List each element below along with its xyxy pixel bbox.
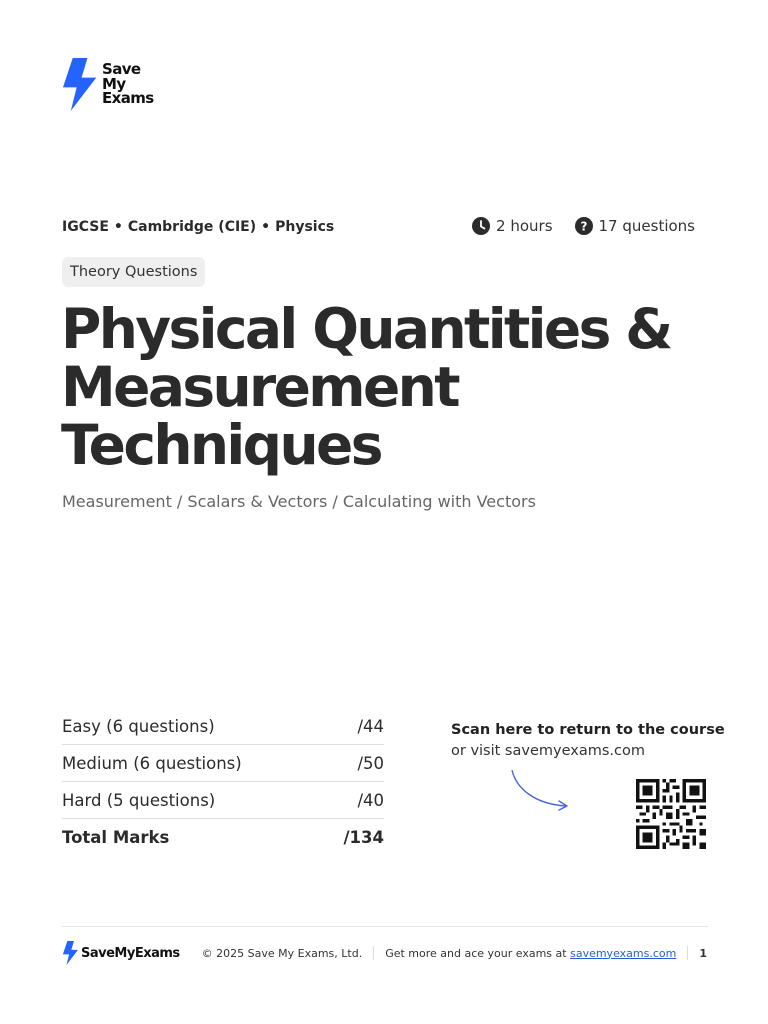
- scan-title: Scan here to return to the course: [451, 722, 725, 738]
- copyright: © 2025 Save My Exams, Ltd.: [201, 946, 363, 960]
- marks-row-medium: [62, 745, 384, 782]
- exam-meta: [472, 217, 695, 235]
- question-mark-icon: [575, 217, 593, 235]
- topic-path: Measurement / Scalars & Vectors / Calculating with Vectors: [62, 492, 536, 511]
- marks-label: Easy (6 questions): [62, 716, 215, 736]
- curved-arrow-icon: [508, 770, 572, 814]
- page-title: Physical Quantities & Measurement Techniques: [61, 297, 671, 477]
- marks-value: /44: [357, 716, 384, 736]
- marks-table: [62, 708, 384, 855]
- footer-divider: [62, 926, 708, 927]
- lightning-bolt-icon: [62, 941, 78, 965]
- marks-row-hard: [62, 782, 384, 819]
- marks-value: /50: [357, 753, 384, 773]
- marks-label: Medium (6 questions): [62, 753, 242, 773]
- footer-separator: [687, 946, 688, 960]
- breadcrumb: [62, 219, 334, 235]
- footer-logo: [62, 941, 180, 965]
- question-type-tag: Theory Questions: [62, 257, 205, 287]
- breadcrumb-board: Cambridge (CIE): [127, 219, 257, 235]
- scan-block: [451, 722, 725, 759]
- footer-link[interactable]: savemyexams.com: [570, 946, 677, 960]
- marks-row-easy: [62, 708, 384, 745]
- logo-wordmark: Save My Exams: [102, 60, 154, 107]
- marks-value: /134: [343, 827, 384, 847]
- svg-text:?: ?: [580, 219, 587, 234]
- question-count-text: 17 questions: [598, 217, 695, 235]
- duration: [472, 217, 552, 235]
- breadcrumb-level: IGCSE: [62, 219, 109, 235]
- footer-info: [202, 946, 707, 960]
- brand-logo: [62, 58, 162, 114]
- clock-icon: [472, 217, 490, 235]
- scan-subtitle: or visit savemyexams.com: [451, 743, 645, 759]
- breadcrumb-separator: •: [261, 219, 271, 235]
- marks-label: Total Marks: [62, 827, 170, 847]
- duration-text: 2 hours: [496, 217, 553, 235]
- breadcrumb-separator: •: [113, 219, 123, 235]
- page-number: 1: [699, 946, 707, 960]
- marks-value: /40: [357, 790, 384, 810]
- marks-label: Hard (5 questions): [62, 790, 216, 810]
- question-count: [575, 217, 695, 235]
- qr-code[interactable]: [634, 779, 708, 849]
- breadcrumb-subject: Physics: [275, 219, 335, 235]
- lightning-bolt-icon: [62, 58, 98, 112]
- marks-row-total: [62, 819, 384, 855]
- footer-separator: [373, 946, 374, 960]
- footer-brand: SaveMyExams: [81, 945, 180, 961]
- footer-cta: Get more and ace your exams at savemyexams.com: [385, 946, 677, 960]
